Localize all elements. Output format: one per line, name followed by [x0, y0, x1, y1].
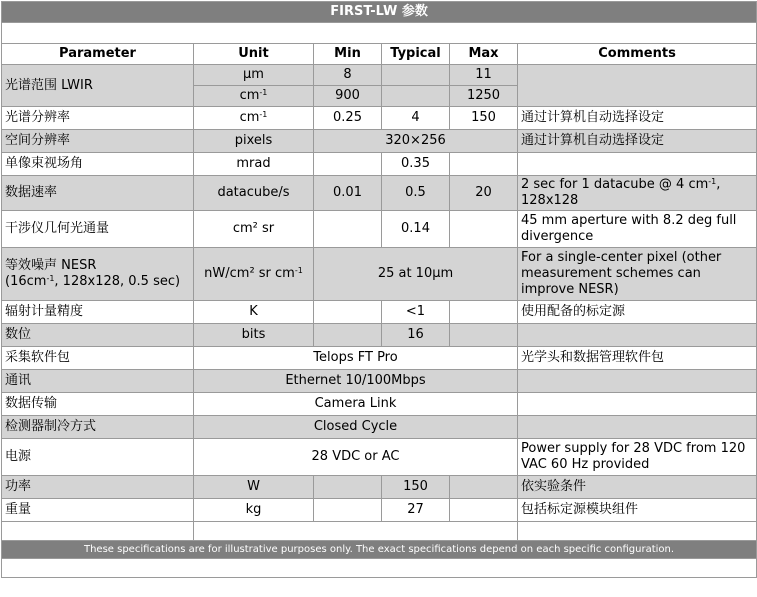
comments-cell: 使用配备的标定源 — [518, 301, 757, 324]
param-cell: 检测器制冷方式 — [2, 416, 194, 439]
param-subtext — [5, 274, 190, 290]
unit-cell: mrad — [194, 153, 314, 176]
unit-cell: kg — [194, 499, 314, 522]
param-cell: 干涉仪几何光通量 — [2, 211, 194, 248]
blank-row — [2, 23, 757, 44]
unit-cell — [194, 86, 314, 107]
table-row — [2, 499, 757, 522]
typical-cell: 27 — [382, 499, 450, 522]
unit-cell: cm² sr — [194, 211, 314, 248]
min-cell — [314, 153, 382, 176]
unit-text: nW/cm² sr cm — [204, 266, 295, 281]
typical-cell: 150 — [382, 476, 450, 499]
title-row — [2, 2, 757, 23]
max-cell: 11 — [450, 65, 518, 86]
typical-cell — [382, 86, 450, 107]
param-cell: 通讯 — [2, 370, 194, 393]
comments-cell: 通过计算机自动选择设定 — [518, 107, 757, 130]
unit-cell: µm — [194, 65, 314, 86]
typical-cell — [382, 65, 450, 86]
comments-cell — [518, 65, 757, 107]
unit-text: cm — [239, 88, 260, 103]
comments-cell: Power supply for 28 VDC from 120 VAC 60 Hz provided — [518, 439, 757, 476]
value-cell: 25 at 10µm — [314, 248, 518, 301]
unit-cell — [194, 248, 314, 301]
table-row — [2, 248, 757, 301]
min-cell — [314, 324, 382, 347]
param-superscript: -1 — [46, 274, 55, 283]
max-cell — [450, 153, 518, 176]
comments-cell: 光学头和数据管理软件包 — [518, 347, 757, 370]
unit-cell: K — [194, 301, 314, 324]
table-row — [2, 130, 757, 153]
header-min: Min — [314, 44, 382, 65]
typical-cell: 0.5 — [382, 176, 450, 211]
header-max: Max — [450, 44, 518, 65]
table-row — [2, 324, 757, 347]
table-title: FIRST-LW 参数 — [2, 2, 757, 23]
param-cell: 数据速率 — [2, 176, 194, 211]
min-cell — [314, 499, 382, 522]
header-typical: Typical — [382, 44, 450, 65]
typical-cell: 0.35 — [382, 153, 450, 176]
max-cell: 150 — [450, 107, 518, 130]
param-cell: 光谱范围 LWIR — [2, 65, 194, 107]
max-cell — [450, 211, 518, 248]
header-parameter: Parameter — [2, 44, 194, 65]
param-sub-c: , 128x128, 0.5 sec) — [54, 274, 181, 289]
max-cell — [450, 301, 518, 324]
param-cell — [2, 248, 194, 301]
blank-row — [2, 559, 757, 578]
param-text: 等效噪声 NESR — [5, 258, 97, 273]
header-unit: Unit — [194, 44, 314, 65]
comments-cell — [518, 416, 757, 439]
param-cell: 光谱分辨率 — [2, 107, 194, 130]
table-row — [2, 393, 757, 416]
comments-cell: 45 mm aperture with 8.2 deg full divergence — [518, 211, 757, 248]
unit-superscript: -1 — [259, 88, 268, 97]
table-row — [2, 301, 757, 324]
unit-cell: datacube/s — [194, 176, 314, 211]
unit-cell: bits — [194, 324, 314, 347]
table-row — [2, 107, 757, 130]
unit-cell: pixels — [194, 130, 314, 153]
value-cell: 320×256 — [314, 130, 518, 153]
value-cell: 28 VDC or AC — [194, 439, 518, 476]
table-row — [2, 439, 757, 476]
param-sub-a: (16cm — [5, 274, 47, 289]
param-cell: 采集软件包 — [2, 347, 194, 370]
unit-cell — [194, 107, 314, 130]
min-cell — [314, 211, 382, 248]
value-cell: Closed Cycle — [194, 416, 518, 439]
comments-text-end: , 128x128 — [521, 177, 721, 208]
param-cell: 单像束视场角 — [2, 153, 194, 176]
comments-cell: 包括标定源模块组件 — [518, 499, 757, 522]
unit-text: cm — [239, 110, 260, 125]
unit-cell: W — [194, 476, 314, 499]
table-row — [2, 416, 757, 439]
min-cell — [314, 476, 382, 499]
param-cell: 数据传输 — [2, 393, 194, 416]
max-cell — [450, 324, 518, 347]
min-cell: 0.01 — [314, 176, 382, 211]
comments-cell — [518, 393, 757, 416]
max-cell — [450, 476, 518, 499]
blank-row — [2, 522, 757, 541]
max-cell: 20 — [450, 176, 518, 211]
footer-note: These specifications are for illustrative purposes only. The exact specifications depend on each specific configuration. — [2, 541, 757, 559]
value-cell: Ethernet 10/100Mbps — [194, 370, 518, 393]
table-row — [2, 153, 757, 176]
param-cell: 数位 — [2, 324, 194, 347]
min-cell: 900 — [314, 86, 382, 107]
table-row — [2, 347, 757, 370]
typical-cell: <1 — [382, 301, 450, 324]
table-row — [2, 211, 757, 248]
table-row — [2, 176, 757, 211]
param-cell: 重量 — [2, 499, 194, 522]
typical-cell: 16 — [382, 324, 450, 347]
value-cell: Telops FT Pro — [194, 347, 518, 370]
spec-table — [1, 1, 757, 578]
comments-text: 2 sec for 1 datacube @ 4 cm — [521, 177, 709, 192]
comments-superscript: -1 — [708, 177, 717, 186]
min-cell — [314, 301, 382, 324]
comments-cell: For a single-center pixel (other measurement schemes can improve NESR) — [518, 248, 757, 301]
unit-superscript: -1 — [259, 110, 268, 119]
min-cell: 0.25 — [314, 107, 382, 130]
param-cell: 电源 — [2, 439, 194, 476]
comments-cell — [518, 324, 757, 347]
comments-cell — [518, 153, 757, 176]
comments-cell — [518, 370, 757, 393]
typical-cell: 0.14 — [382, 211, 450, 248]
table-row — [2, 370, 757, 393]
param-cell: 辐射计量精度 — [2, 301, 194, 324]
min-cell: 8 — [314, 65, 382, 86]
footer-row — [2, 541, 757, 559]
comments-cell — [518, 176, 757, 211]
table-row — [2, 476, 757, 499]
max-cell: 1250 — [450, 86, 518, 107]
comments-cell: 依实验条件 — [518, 476, 757, 499]
unit-superscript: -1 — [294, 266, 303, 275]
header-row — [2, 44, 757, 65]
param-cell: 空间分辨率 — [2, 130, 194, 153]
typical-cell: 4 — [382, 107, 450, 130]
table-row — [2, 65, 757, 86]
comments-cell: 通过计算机自动选择设定 — [518, 130, 757, 153]
max-cell — [450, 499, 518, 522]
param-cell: 功率 — [2, 476, 194, 499]
value-cell: Camera Link — [194, 393, 518, 416]
header-comments: Comments — [518, 44, 757, 65]
